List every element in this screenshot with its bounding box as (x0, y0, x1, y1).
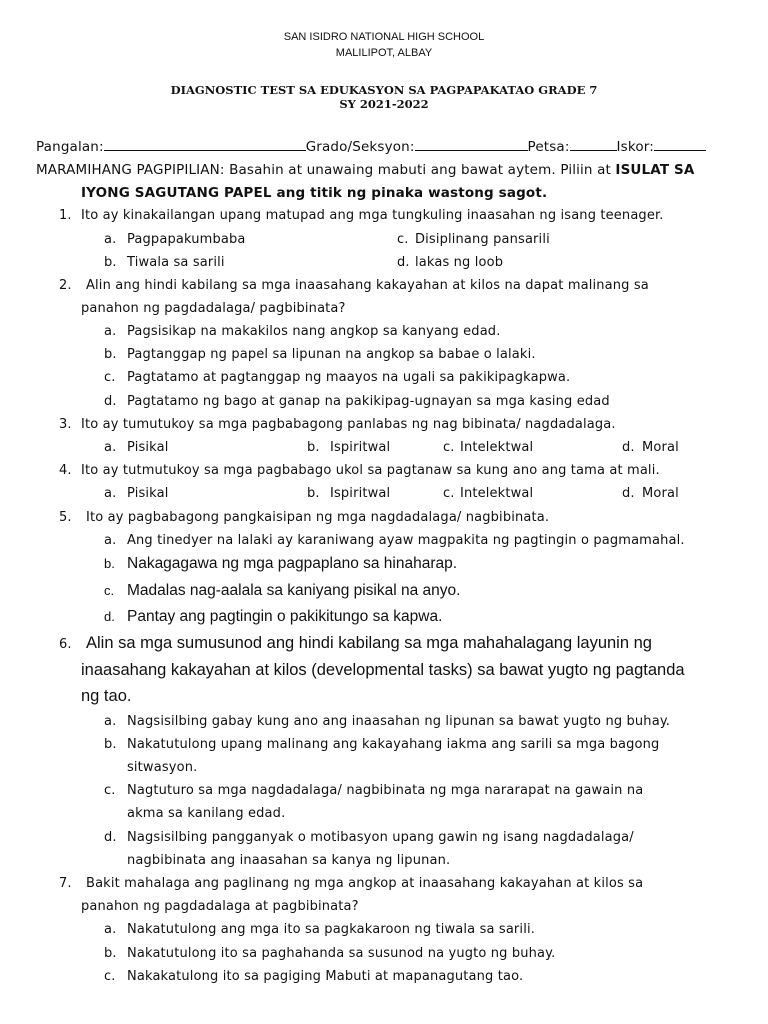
question-text-continued: ng tao. (81, 687, 132, 705)
choice-text: Moral (642, 440, 679, 455)
choice-letter: c. (443, 486, 455, 501)
choice-letter: d. (397, 255, 410, 270)
test-title: DIAGNOSTIC TEST SA EDUKASYON SA PAGPAPAKATAO GRADE 7 (170, 83, 598, 97)
date-label: Petsa: (527, 139, 570, 155)
school-location: MALILIPOT, ALBAY (335, 47, 433, 59)
choice-text: Pagsisikap na makakilos nang angkop sa kanyang edad. (127, 324, 501, 339)
question-number: 2. (59, 278, 72, 293)
choice-text-continued: akma sa kanilang edad. (127, 806, 286, 821)
choice-text: Pagtanggap ng papel sa lipunan na angkop sa babae o lalaki. (127, 347, 536, 362)
question-text-continued: inaasahang kakayahan at kilos (developmental tasks) sa bawat yugto ng pagtanda (81, 661, 685, 679)
choice-letter: d. (104, 830, 117, 845)
choice-letter: c. (443, 440, 455, 455)
score-label: Iskor: (616, 139, 654, 155)
question-number: 1. (59, 208, 72, 223)
choice-text: Moral (642, 486, 679, 501)
choice-text: Pantay ang pagtingin o pakikitungo sa kapwa. (127, 608, 443, 625)
question-text: Ito ay tumutukoy sa mga pagbabagong panlabas ng nag bibinata/ nagdadalaga. (81, 417, 616, 432)
question-text: Alin sa mga sumusunod ang hindi kabilang sa mga mahahalagang layunin ng (86, 634, 652, 652)
question-text-continued: panahon ng pagdadalaga/ pagbibinata? (81, 301, 346, 316)
choice-letter: c. (104, 583, 115, 598)
choice-text: Nakagagawa ng mga pagpaplano sa hinaharap. (127, 555, 458, 572)
choice-letter: a. (104, 922, 117, 937)
question-number: 5. (59, 510, 72, 525)
score-blank[interactable] (654, 139, 706, 151)
instructions-text: Basahin at unawaing mabuti ang bawat aytem. Piliin at (229, 162, 611, 178)
choice-text: Nagsisilbing pangganyak o motibasyon upang gawin ng isang nagdadalaga/ (127, 830, 634, 845)
question-number: 3. (59, 417, 72, 432)
choice-letter: a. (104, 714, 117, 729)
choice-letter: b. (104, 347, 117, 362)
choice-text: Tiwala sa sarili (127, 255, 225, 270)
question-text-continued: panahon ng pagdadalaga at pagbibinata? (81, 899, 359, 914)
choice-letter: b. (104, 255, 117, 270)
choice-text: Nakatutulong ang mga ito sa pagkakaroon ng tiwala sa sarili. (127, 922, 535, 937)
choice-letter: c. (397, 232, 409, 247)
choice-letter: a. (104, 440, 117, 455)
choice-letter: c. (104, 370, 116, 385)
question-text: Ito ay kinakailangan upang matupad ang mga tungkuling inaasahan ng isang teenager. (81, 208, 664, 223)
question-text: Bakit mahalaga ang paglinang ng mga angkop at inaasahang kakayahan at kilos sa (86, 876, 644, 891)
question-number: 4. (59, 463, 72, 478)
instructions-lead: MARAMIHANG PAGPIPILIAN: (36, 162, 225, 178)
choice-text: Intelektwal (460, 486, 534, 501)
choice-text-continued: sitwasyon. (127, 760, 198, 775)
choice-text: Nakatutulong ito sa paghahanda sa susunod na yugto ng buhay. (127, 946, 556, 961)
choice-letter: b. (104, 946, 117, 961)
choice-text: Pisikal (127, 486, 169, 501)
question-text: Alin ang hindi kabilang sa mga inaasahang kakayahan at kilos na dapat malinang sa (86, 278, 649, 293)
question-number: 7. (59, 876, 72, 891)
choice-letter: d. (104, 394, 117, 409)
choice-text: Nagtuturo sa mga nagdadalaga/ nagbibinata ng mga nararapat na gawain na (127, 783, 644, 798)
name-blank[interactable] (104, 139, 306, 151)
choice-text: Disiplinang pansarili (415, 232, 550, 247)
choice-text: Pagtatamo ng bago at ganap na pakikipag-ugnayan sa mga kasing edad (127, 394, 610, 409)
choice-letter: d. (622, 486, 635, 501)
choice-letter: b. (104, 737, 117, 752)
name-label: Pangalan: (36, 139, 104, 155)
school-year: SY 2021-2022 (339, 97, 429, 111)
choice-text: Nakatutulong upang malinang ang kakayahang iakma ang sarili sa mga bagong (127, 737, 660, 752)
student-info-line (36, 139, 706, 155)
question-text: Ito ay pagbabagong pangkaisipan ng mga nagdadalaga/ nagbibinata. (86, 510, 550, 525)
choice-text: Nagsisilbing gabay kung ano ang inaasahan ng lipunan sa bawat yugto ng buhay. (127, 714, 671, 729)
choice-letter: c. (104, 783, 116, 798)
choice-letter: a. (104, 533, 117, 548)
choice-text: Madalas nag-aalala sa kaniyang pisikal na anyo. (127, 582, 461, 599)
choice-letter: a. (104, 486, 117, 501)
choice-text: Pagtatamo at pagtanggap ng maayos na ugali sa pakikipagkapwa. (127, 370, 571, 385)
instructions-line-2: IYONG SAGUTANG PAPEL ang titik ng pinaka wastong sagot. (81, 185, 548, 201)
choice-text: Pisikal (127, 440, 169, 455)
choice-text: Ispiritwal (330, 486, 391, 501)
question-number: 6. (59, 637, 72, 652)
choice-letter: b. (104, 556, 115, 571)
school-name: SAN ISIDRO NATIONAL HIGH SCHOOL (283, 31, 485, 43)
choice-text: Intelektwal (460, 440, 534, 455)
choice-letter: a. (104, 324, 117, 339)
choice-letter: d. (622, 440, 635, 455)
choice-text: Ispiritwal (330, 440, 391, 455)
grade-label: Grado/Seksyon: (305, 139, 415, 155)
choice-letter: c. (104, 969, 116, 984)
question-text: Ito ay tutmutukoy sa mga pagbabago ukol sa pagtanaw sa kung ano ang tama at mali. (81, 463, 660, 478)
date-blank[interactable] (570, 139, 617, 151)
choice-text-continued: nagbibinata ang inaasahan sa kanya ng lipunan. (127, 853, 451, 868)
choice-letter: b. (307, 440, 320, 455)
instructions-emphasis: ISULAT SA (615, 162, 695, 178)
choice-letter: a. (104, 232, 117, 247)
choice-letter: b. (307, 486, 320, 501)
instructions-line-1 (36, 162, 695, 178)
choice-text: Ang tinedyer na lalaki ay karaniwang ayaw magpakita ng pagtingin o pagmamahal. (127, 533, 685, 548)
grade-blank[interactable] (415, 139, 528, 151)
choice-letter: d. (104, 609, 115, 624)
choice-text: Nakakatulong ito sa pagiging Mabuti at mapanagutang tao. (127, 969, 524, 984)
choice-text: Pagpapakumbaba (127, 232, 246, 247)
choice-text: lakas ng loob (415, 255, 504, 270)
